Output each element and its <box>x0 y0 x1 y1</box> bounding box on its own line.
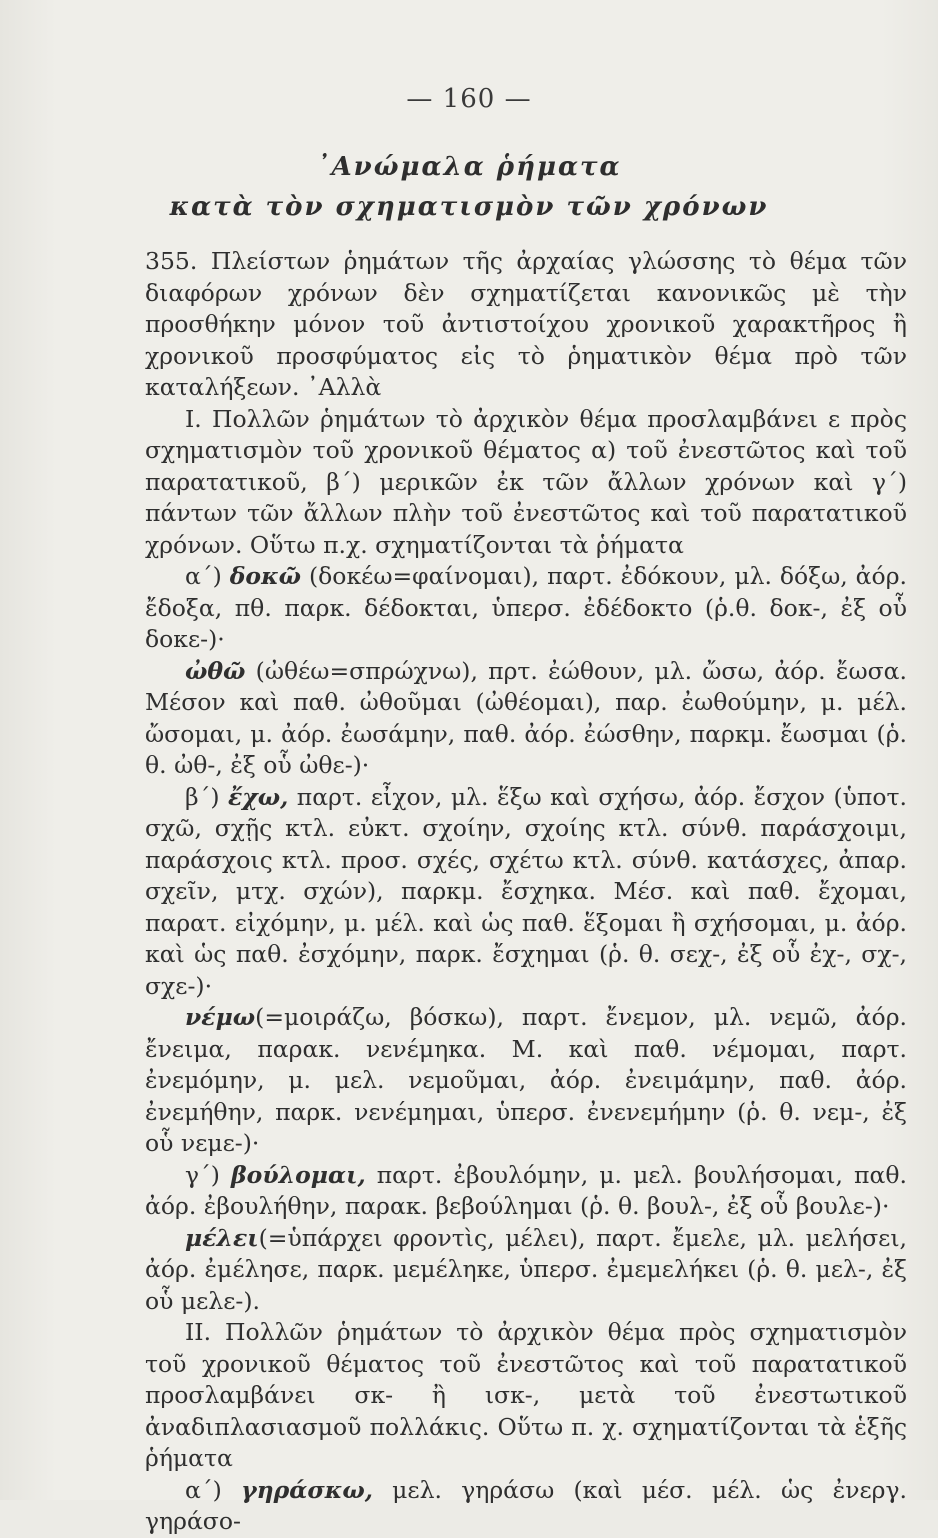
paragraph-text: β΄) <box>185 782 228 811</box>
paragraph-text: (δοκέω=φαίνομαι), παρτ. ἐδόκουν, μλ. δόξω, ἀόρ. ἔδοξα, πθ. παρκ. δέδοκται, ὑπερσ. ἐδέδοκτο (ῥ.θ. δοκ-, ἐξ οὗ δοκε-)· <box>145 562 907 653</box>
paragraph-text: α΄) <box>185 1475 242 1504</box>
paragraph-text: (=ὑπάρχει φροντὶς, μέλει), παρτ. ἔμελε, μλ. μελήσει, ἀόρ. ἐμέλησε, παρκ. μεμέληκε, ὑπερσ. ἐμεμελήκει (ῥ. θ. μελ-, ἐξ οὗ μελε-). <box>145 1223 907 1315</box>
verb-headword: ὠθῶ <box>185 656 246 685</box>
paragraph <box>145 1317 907 1475</box>
paragraph <box>145 1223 907 1318</box>
paragraph <box>145 1160 907 1223</box>
verb-headword: νέμω <box>185 1003 256 1031</box>
verb-headword: δοκῶ <box>229 562 302 590</box>
paragraph <box>145 656 907 782</box>
paragraph <box>145 782 907 1003</box>
paragraph-text: 355. Πλείστων ῥημάτων τῆς ἀρχαίας γλώσσης τὸ θέμα τῶν διαφόρων χρόνων δὲν σχηματίζεται κανονικῶς μὲ τὴν προσθήκην μόνον τοῦ ἀντιστοίχου χρονικοῦ χαρακτῆρος ἢ χρονικοῦ προσφύματος εἰς τὸ ῥηματικὸν θέμα πρὸ τῶν καταλήξεων. ᾿Αλλὰ <box>145 247 907 401</box>
section-heading-line-2: κατὰ τὸν σχηματισμὸν τῶν χρόνων <box>169 192 769 222</box>
paragraph <box>145 246 907 404</box>
paragraph-text: (ὠθέω=σπρώχνω), πρτ. ἐώθουν, μλ. ὤσω, ἀόρ. ἔωσα. Μέσον καὶ παθ. ὠθοῦμαι (ὠθέομαι), παρ. ἐωθούμην, μ. μέλ. ὤσομαι, μ. ἀόρ. ἐωσάμην, παθ. ἀόρ. ἐώσθην, παρκμ. ἔωσμαι (ῥ. θ. ὠθ-, ἐξ οὗ ὠθε-)· <box>145 656 907 779</box>
paragraph-text: α΄) <box>185 562 230 590</box>
paragraph <box>145 404 907 562</box>
paragraph-text: (=μοιράζω, βόσκω), παρτ. ἔνεμον, μλ. νεμῶ, ἀόρ. ἔνειμα, παρακ. νενέμηκα. Μ. καὶ παθ. νέμομαι, παρτ. ἐνεμόμην, μ. μελ. νεμοῦμαι, ἀόρ. ἐνειμάμην, παθ. ἀόρ. ἐνεμήθην, παρκ. νενέμημαι, ὑπερσ. ἐνενεμήμην (ῥ. θ. νεμ-, ἐξ οὗ νεμε-)· <box>145 1003 907 1157</box>
verb-headword: βούλομαι, <box>231 1160 366 1189</box>
paragraph-text: παρτ. ἐβουλόμην, μ. μελ. βουλήσομαι, παθ. ἀόρ. ἐβουλήθην, παρακ. βεβούλημαι (ῥ. θ. βουλ-, ἐξ οὗ βουλε-)· <box>145 1160 907 1220</box>
verb-headword: μέλει <box>185 1223 259 1252</box>
paragraph-text: παρτ. εἶχον, μλ. ἕξω καὶ σχήσω, ἀόρ. ἔσχον (ὑποτ. σχῶ, σχῇς κτλ. εὐκτ. σχοίην, σχοίης κτλ. σύνθ. παράσχοιμι, παράσχοις κτλ. προσ. σχές, σχέτω κτλ. σύνθ. κατάσχες, ἀπαρ. σχεῖν, μτχ. σχών), παρκμ. ἔσχηκα. Μέσ. καὶ παθ. ἔχομαι, παρατ. εἰχόμην, μ. μέλ. καὶ ὡς παθ. ἕξομαι ἢ σχήσομαι, μ. ἀόρ. καὶ ὡς παθ. ἐσχόμην, παρκ. ἔσχημαι (ῥ. θ. σεχ-, ἐξ οὗ ἐχ-, σχ-, σχε-)· <box>145 782 907 1000</box>
verb-headword: ἔχω, <box>227 782 289 811</box>
paragraph-text: μελ. γηράσω (καὶ μέσ. μέλ. ὡς ἐνεργ. γηράσο- <box>145 1475 907 1535</box>
paragraph <box>145 1475 907 1538</box>
paragraph <box>145 561 907 656</box>
paragraph-text: II. Πολλῶν ῥημάτων τὸ ἀρχικὸν θέμα πρὸς σχηματισμὸν τοῦ χρονικοῦ θέματος τοῦ ἐνεστῶτος καὶ τοῦ παρατατικοῦ προσλαμβάνει σκ- ἢ ισκ-, μετὰ τοῦ ἐνεστωτικοῦ ἀναδιπλασιασμοῦ πολλάκις. Οὕτω π. χ. σχηματίζονται τὰ ἑξῆς ῥήματα <box>145 1318 907 1472</box>
paragraph-text: γ΄) <box>185 1160 232 1189</box>
body-text <box>145 246 907 1538</box>
paragraph <box>145 1002 907 1160</box>
page-number: — 160 — <box>406 84 532 114</box>
verb-headword: γηράσκω, <box>241 1475 373 1504</box>
paragraph-text: I. Πολλῶν ῥημάτων τὸ ἀρχικὸν θέμα προσλαμβάνει ε πρὸς σχηματισμὸν τοῦ χρονικοῦ θέματος α) τοῦ ἐνεστῶτος καὶ τοῦ παρατατικοῦ, β΄) μερικῶν ἐκ τῶν ἄλλων χρόνων καὶ γ΄) πάντων τῶν ἄλλων πλὴν τοῦ ἐνεστῶτος καὶ τοῦ παρατατικοῦ χρόνων. Οὕτω π.χ. σχηματίζονται τὰ ῥήματα <box>145 404 907 559</box>
section-heading-line-1: ᾿Ανώμαλα ῥήματα <box>316 152 622 182</box>
